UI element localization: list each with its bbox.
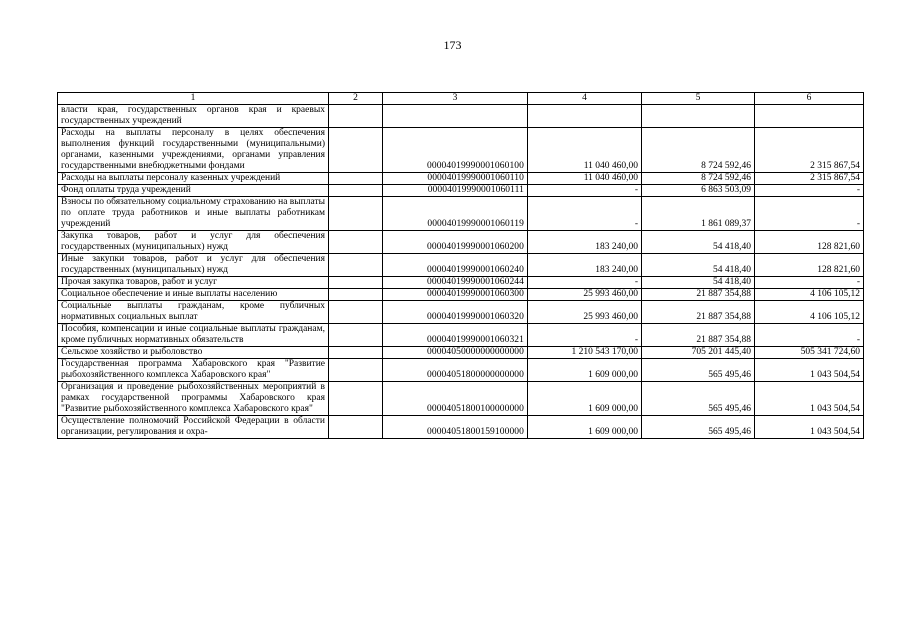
column-header: 4	[528, 93, 642, 105]
budget-code-cell: 00004019990001060100	[383, 128, 528, 173]
remaining-amount-cell: -	[755, 185, 864, 197]
planned-amount-cell	[528, 105, 642, 128]
empty-cell	[329, 277, 383, 289]
executed-amount-cell: 21 887 354,88	[642, 324, 755, 347]
remaining-amount-cell: 1 043 504,54	[755, 416, 864, 439]
planned-amount-cell: -	[528, 185, 642, 197]
row-name-cell: Взносы по обязательному социальному страхованию на выплаты по оплате труда работников и иные выплаты работникам учреждений	[58, 197, 329, 231]
executed-amount-cell: 565 495,46	[642, 382, 755, 416]
row-name-cell: Расходы на выплаты персоналу в целях обеспечения выполнения функций государственными (муниципальными) органами, казенными учреждениями, органами управления государственными внебюджетными фондами	[58, 128, 329, 173]
planned-amount-cell: 183 240,00	[528, 254, 642, 277]
executed-amount-cell: 565 495,46	[642, 416, 755, 439]
remaining-amount-cell: 128 821,60	[755, 254, 864, 277]
empty-cell	[329, 105, 383, 128]
empty-cell	[329, 185, 383, 197]
planned-amount-cell: 1 609 000,00	[528, 382, 642, 416]
table-row	[58, 324, 864, 347]
table-row	[58, 173, 864, 185]
remaining-amount-cell: 1 043 504,54	[755, 382, 864, 416]
planned-amount-cell: 25 993 460,00	[528, 289, 642, 301]
row-name-cell: Фонд оплаты труда учреждений	[58, 185, 329, 197]
remaining-amount-cell: 505 341 724,60	[755, 347, 864, 359]
empty-cell	[329, 254, 383, 277]
planned-amount-cell: -	[528, 324, 642, 347]
empty-cell	[329, 416, 383, 439]
budget-table	[57, 92, 864, 439]
budget-code-cell: 00004050000000000000	[383, 347, 528, 359]
table-row	[58, 382, 864, 416]
executed-amount-cell: 6 863 503,09	[642, 185, 755, 197]
executed-amount-cell: 705 201 445,40	[642, 347, 755, 359]
remaining-amount-cell: -	[755, 324, 864, 347]
empty-cell	[329, 128, 383, 173]
row-name-cell: Осуществление полномочий Российской Федерации в области организации, регулирования и охра-	[58, 416, 329, 439]
row-name-cell: Государственная программа Хабаровского края "Развитие рыбохозяйственного комплекса Хабаровского края"	[58, 359, 329, 382]
table-row	[58, 277, 864, 289]
column-header: 2	[329, 93, 383, 105]
table-row	[58, 185, 864, 197]
table-row	[58, 347, 864, 359]
row-name-cell: Организация и проведение рыбохозяйственных мероприятий в рамках государственной программы Хабаровского края "Развитие рыбохозяйственного комплекса Хабаровского края"	[58, 382, 329, 416]
empty-cell	[329, 382, 383, 416]
remaining-amount-cell: -	[755, 277, 864, 289]
executed-amount-cell: 54 418,40	[642, 231, 755, 254]
executed-amount-cell: 8 724 592,46	[642, 173, 755, 185]
table-row	[58, 105, 864, 128]
executed-amount-cell: 21 887 354,88	[642, 289, 755, 301]
row-name-cell: власти края, государственных органов края и краевых государственных учреждений	[58, 105, 329, 128]
budget-code-cell: 00004019990001060320	[383, 301, 528, 324]
row-name-cell: Пособия, компенсации и иные социальные выплаты гражданам, кроме публичных нормативных обязательств	[58, 324, 329, 347]
remaining-amount-cell	[755, 105, 864, 128]
row-name-cell: Социальное обеспечение и иные выплаты населению	[58, 289, 329, 301]
planned-amount-cell: 1 609 000,00	[528, 416, 642, 439]
budget-code-cell: 00004019990001060119	[383, 197, 528, 231]
budget-code-cell: 00004019990001060321	[383, 324, 528, 347]
planned-amount-cell: 11 040 460,00	[528, 128, 642, 173]
row-name-cell: Социальные выплаты гражданам, кроме публичных нормативных социальных выплат	[58, 301, 329, 324]
column-header: 6	[755, 93, 864, 105]
remaining-amount-cell: -	[755, 197, 864, 231]
budget-code-cell: 00004019990001060110	[383, 173, 528, 185]
empty-cell	[329, 197, 383, 231]
budget-code-cell: 00004051800000000000	[383, 359, 528, 382]
budget-code-cell: 00004051800159100000	[383, 416, 528, 439]
table-row	[58, 254, 864, 277]
table-row	[58, 128, 864, 173]
row-name-cell: Сельское хозяйство и рыболовство	[58, 347, 329, 359]
remaining-amount-cell: 128 821,60	[755, 231, 864, 254]
table-row	[58, 359, 864, 382]
budget-code-cell	[383, 105, 528, 128]
executed-amount-cell: 565 495,46	[642, 359, 755, 382]
executed-amount-cell	[642, 105, 755, 128]
row-name-cell: Иные закупки товаров, работ и услуг для обеспечения государственных (муниципальных) нужд	[58, 254, 329, 277]
table-row	[58, 301, 864, 324]
executed-amount-cell: 1 861 089,37	[642, 197, 755, 231]
remaining-amount-cell: 4 106 105,12	[755, 289, 864, 301]
remaining-amount-cell: 4 106 105,12	[755, 301, 864, 324]
row-name-cell: Закупка товаров, работ и услуг для обеспечения государственных (муниципальных) нужд	[58, 231, 329, 254]
empty-cell	[329, 324, 383, 347]
planned-amount-cell: -	[528, 197, 642, 231]
remaining-amount-cell: 2 315 867,54	[755, 173, 864, 185]
planned-amount-cell: 183 240,00	[528, 231, 642, 254]
table-row	[58, 231, 864, 254]
remaining-amount-cell: 1 043 504,54	[755, 359, 864, 382]
planned-amount-cell: 25 993 460,00	[528, 301, 642, 324]
executed-amount-cell: 54 418,40	[642, 254, 755, 277]
row-name-cell: Прочая закупка товаров, работ и услуг	[58, 277, 329, 289]
empty-cell	[329, 289, 383, 301]
executed-amount-cell: 54 418,40	[642, 277, 755, 289]
remaining-amount-cell: 2 315 867,54	[755, 128, 864, 173]
budget-code-cell: 00004019990001060200	[383, 231, 528, 254]
executed-amount-cell: 21 887 354,88	[642, 301, 755, 324]
column-header: 5	[642, 93, 755, 105]
page-number: 173	[443, 38, 462, 52]
empty-cell	[329, 231, 383, 254]
empty-cell	[329, 359, 383, 382]
table-row	[58, 416, 864, 439]
budget-code-cell: 00004051800100000000	[383, 382, 528, 416]
empty-cell	[329, 301, 383, 324]
table-row	[58, 289, 864, 301]
row-name-cell: Расходы на выплаты персоналу казенных учреждений	[58, 173, 329, 185]
budget-code-cell: 00004019990001060240	[383, 254, 528, 277]
planned-amount-cell: -	[528, 277, 642, 289]
column-header: 3	[383, 93, 528, 105]
budget-code-cell: 00004019990001060244	[383, 277, 528, 289]
budget-code-cell: 00004019990001060300	[383, 289, 528, 301]
planned-amount-cell: 11 040 460,00	[528, 173, 642, 185]
table-header-row	[58, 93, 864, 105]
budget-code-cell: 00004019990001060111	[383, 185, 528, 197]
empty-cell	[329, 347, 383, 359]
table-row	[58, 197, 864, 231]
planned-amount-cell: 1 609 000,00	[528, 359, 642, 382]
executed-amount-cell: 8 724 592,46	[642, 128, 755, 173]
column-header: 1	[58, 93, 329, 105]
planned-amount-cell: 1 210 543 170,00	[528, 347, 642, 359]
empty-cell	[329, 173, 383, 185]
